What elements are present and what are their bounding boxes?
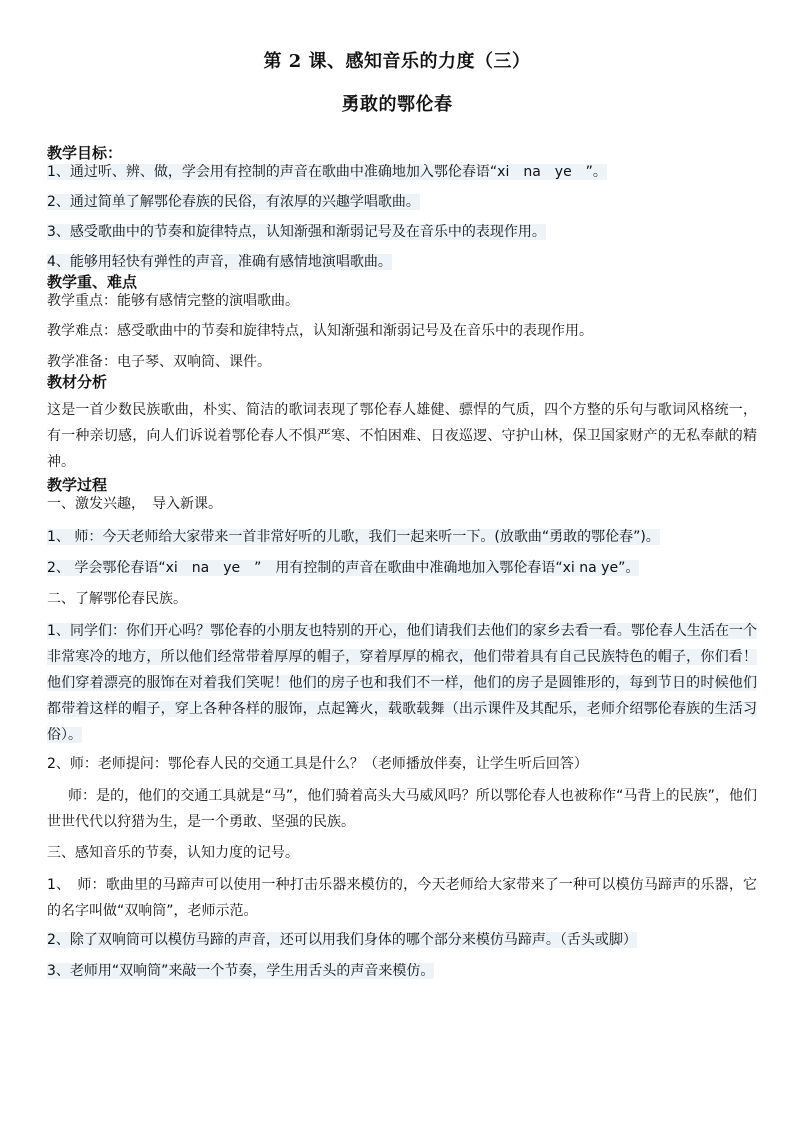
section-3-paragraph: 1、 师：歌曲里的马蹄声可以使用一种打击乐器来模仿的，今天老师给大家带来了一种可以模仿马蹄声的乐器，它的名字叫做“双响筒”，老师示范。: [47, 877, 757, 919]
goal-item: 4、能够用轻快有弹性的声音，准确有感情地演唱歌曲。: [47, 254, 392, 270]
section-3-paragraph: 2、除了双响筒可以模仿马蹄的声音，还可以用我们身体的哪个部分来模仿马蹄声。（舌头或脚）: [47, 932, 637, 948]
section-1-item: 1、 师：今天老师给大家带来一首非常好听的儿歌，我们一起来听一下。(放歌曲“勇敢的鄂伦春”)。: [47, 529, 660, 545]
lesson-title: 第 2 课、感知音乐的力度（三）: [263, 51, 531, 72]
section-1-item: 2、 学会鄂伦春语“xi na ye ” 用有控制的声音在歌曲中准确地加入鄂伦春语“xi na ye”。: [47, 560, 640, 576]
section-3-paragraph: 3、老师用“双响筒”来敲一个节奏，学生用舌头的声音来模仿。: [47, 963, 435, 979]
key-points-heading: 教学重、难点: [47, 273, 138, 291]
goal-item: 1、通过听、辨、做，学会用有控制的声音在歌曲中准确地加入鄂伦春语“xi na ye ”。: [47, 164, 607, 180]
process-heading: 教学过程: [47, 476, 108, 494]
section-3-title: 三、感知音乐的节奏，认知力度的记号。: [47, 845, 299, 861]
song-title: 勇敢的鄂伦春: [341, 94, 453, 115]
preparation: 教学准备：电子琴、双响筒、课件。: [47, 354, 271, 370]
goals-heading: 教学目标：: [47, 144, 123, 162]
key-point: 教学重点：能够有感情完整的演唱歌曲。: [47, 293, 299, 309]
goal-item: 3、感受歌曲中的节奏和旋律特点，认知渐强和渐弱记号及在音乐中的表现作用。: [47, 224, 546, 240]
analysis-heading: 教材分析: [47, 373, 108, 391]
section-2-paragraph: 1、同学们：你们开心吗？鄂伦春的小朋友也特别的开心，他们请我们去他们的家乡去看一看。鄂伦春人生活在一个非常寒冷的地方，所以他们经常带着厚厚的帽子，穿着厚厚的棉衣，他们带着具有自己民族特色的帽子，你们看！他们穿着漂亮的服饰在对着我们笑呢！他们的房子也和我们不一样，他们的房子是圆锥形的，每到节日的时候他们都带着这样的帽子，穿上各种各样的服饰，点起篝火，载歌载舞（出示课件及其配乐，老师介绍鄂伦春族的生活习俗）。: [47, 623, 757, 743]
analysis-paragraph: 这是一首少数民族歌曲，朴实、简洁的歌词表现了鄂伦春人雄健、骠悍的气质，四个方整的乐句与歌词风格统一，有一种亲切感，向人们诉说着鄂伦春人不惧严寒、不怕困难、日夜巡逻、守护山林，保卫国家财产的无私奉献的精神。: [47, 402, 757, 470]
document-body: [47, 143, 757, 981]
section-1-title: 一、激发兴趣， 导入新课。: [47, 496, 222, 512]
difficult-point: 教学难点：感受歌曲中的节奏和旋律特点，认知渐强和渐弱记号及在音乐中的表现作用。: [47, 323, 593, 339]
goal-item: 2、通过简单了解鄂伦春族的民俗，有浓厚的兴趣学唱歌曲。: [47, 194, 420, 210]
section-2-title: 二、了解鄂伦春民族。: [47, 591, 187, 607]
section-2-paragraph: 师：是的，他们的交通工具就是“马”，他们骑着高头大马威风吗？所以鄂伦春人也被称作“马背上的民族”，他们世世代代以狩猎为生，是一个勇敢、坚强的民族。: [47, 788, 757, 830]
section-2-paragraph: 2、师：老师提问：鄂伦春人民的交通工具是什么？（老师播放伴奏，让学生听后回答）: [47, 756, 588, 772]
